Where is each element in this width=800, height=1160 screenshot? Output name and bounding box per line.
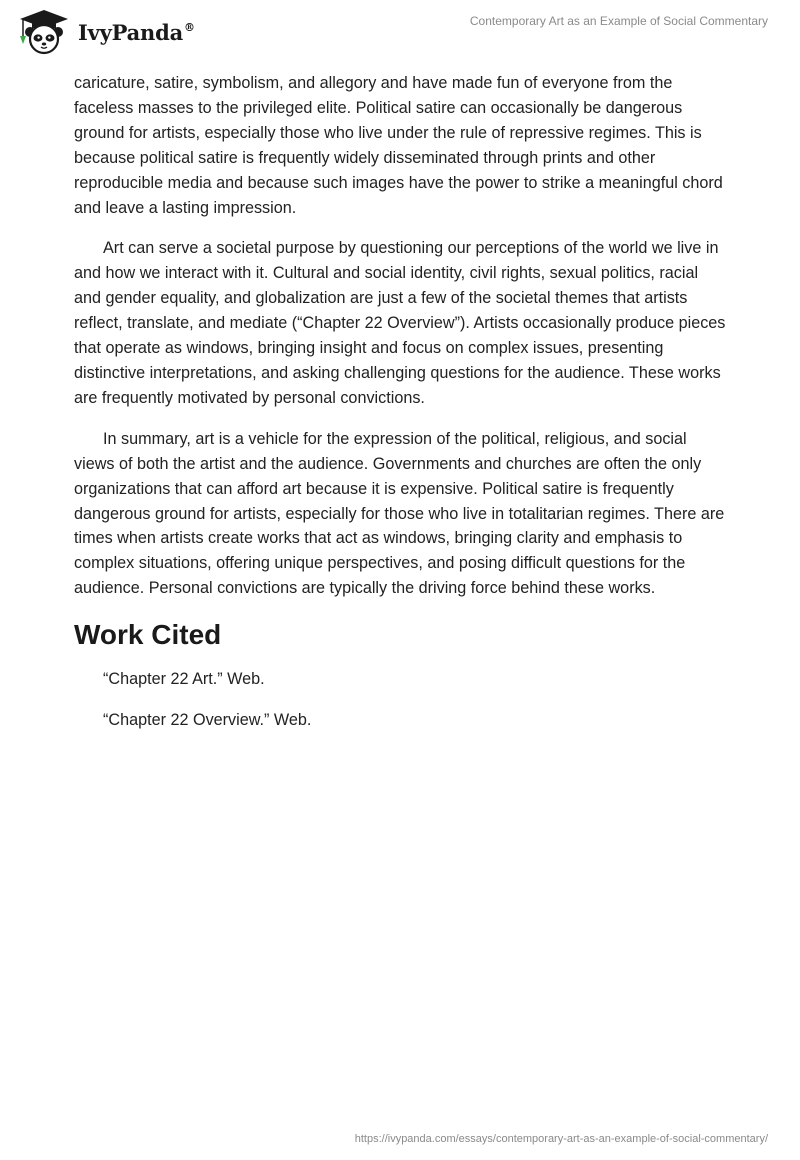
citation-item: “Chapter 22 Art.” Web. <box>103 670 265 689</box>
citation-item: “Chapter 22 Overview.” Web. <box>103 711 312 730</box>
works-cited-heading: Work Cited <box>74 619 222 651</box>
paragraph: In summary, art is a vehicle for the expression of the political, religious, and social views of both the artist and the audience. Governments and churches are often the only organizations that can afford art because it is expensive. Political satire is frequently dangerous ground for artists, especially for those who live in totalitarian regimes. There are times when artists create works that act as windows, bringing clarity and emphasis to complex situations, offering unique perspectives, and posing difficult questions for the audience. Personal convictions are typically the driving force behind these works. <box>74 429 725 598</box>
page-header <box>0 0 800 70</box>
essay-body <box>74 71 726 749</box>
logo-wordmark: IvyPanda® <box>78 19 195 45</box>
ivypanda-logo[interactable] <box>16 8 195 56</box>
paragraph: Art can serve a societal purpose by questioning our perceptions of the world we live in and how we interact with it. Cultural and social identity, civil rights, sexual politics, racial and gender equality, and globalization are just a few of the societal themes that artists reflect, translate, and mediate (“Chapter 22 Overview”). Artists occasionally produce pieces that operate as windows, bringing insight and focus on complex issues, presenting distinctive interpretations, and asking challenging questions for the audience. These works are frequently motivated by personal convictions. <box>74 239 726 407</box>
source-url[interactable]: https://ivypanda.com/essays/contemporary-art-as-an-example-of-social-commentary/ <box>354 1133 768 1145</box>
paragraph: caricature, satire, symbolism, and allegory and have made fun of everyone from the faceless masses to the privileged elite. Political satire can occasionally be dangerous ground for artists, especially those who live under the rule of repressive regimes. This is because political satire is frequently widely disseminated through prints and other reproducible media and because such images have the power to strike a meaningful chord and leave a lasting impression. <box>74 74 723 217</box>
panda-graduate-icon <box>16 8 72 56</box>
document-title: Contemporary Art as an Example of Social Commentary <box>469 14 768 28</box>
